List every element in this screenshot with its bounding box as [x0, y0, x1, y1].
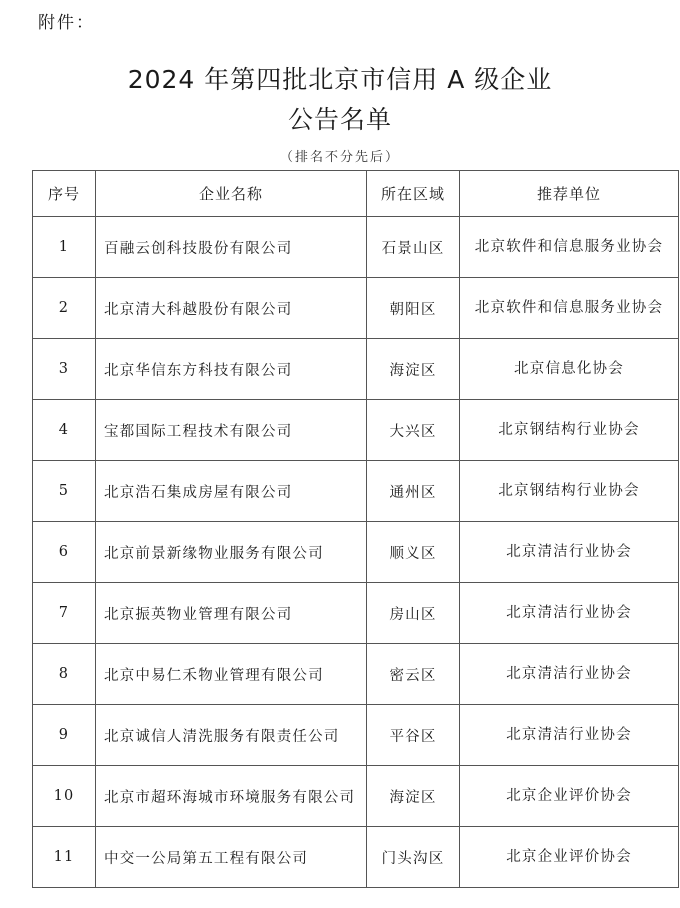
table-header-row [33, 171, 679, 217]
recommender: 北京清洁行业协会 [460, 644, 679, 705]
company-name: 北京市超环海城市环境服务有限公司 [96, 766, 367, 827]
row-number: 3 [33, 339, 96, 400]
document-title: 2024 年第四批北京市信用 A 级企业 [127, 65, 553, 94]
row-number: 6 [33, 522, 96, 583]
company-name: 北京浩石集成房屋有限公司 [96, 461, 367, 522]
document-subtitle: （排名不分先后） [279, 150, 400, 165]
row-number: 11 [33, 827, 96, 888]
column-header-district: 所在区域 [367, 171, 460, 217]
district: 海淀区 [367, 339, 460, 400]
row-number: 9 [33, 705, 96, 766]
recommender: 北京软件和信息服务业协会 [460, 278, 679, 339]
company-name: 北京前景新缘物业服务有限公司 [96, 522, 367, 583]
table-row [33, 217, 679, 278]
column-header-number: 序号 [33, 171, 96, 217]
row-number: 1 [33, 217, 96, 278]
table-row [33, 766, 679, 827]
district: 通州区 [367, 461, 460, 522]
district: 朝阳区 [367, 278, 460, 339]
recommender: 北京钢结构行业协会 [460, 400, 679, 461]
company-name: 宝都国际工程技术有限公司 [96, 400, 367, 461]
company-name: 北京振英物业管理有限公司 [96, 583, 367, 644]
table-row [33, 339, 679, 400]
table-row [33, 583, 679, 644]
table-row [33, 644, 679, 705]
recommender: 北京企业评价协会 [460, 827, 679, 888]
district: 石景山区 [367, 217, 460, 278]
company-name: 百融云创科技股份有限公司 [96, 217, 367, 278]
attachment-label: 附件： [38, 13, 95, 33]
row-number: 5 [33, 461, 96, 522]
recommender: 北京软件和信息服务业协会 [460, 217, 679, 278]
district: 海淀区 [367, 766, 460, 827]
column-header-company: 企业名称 [96, 171, 367, 217]
recommender: 北京信息化协会 [460, 339, 679, 400]
company-name: 北京诚信人清洗服务有限责任公司 [96, 705, 367, 766]
district: 密云区 [367, 644, 460, 705]
company-name: 北京清大科越股份有限公司 [96, 278, 367, 339]
district: 门头沟区 [367, 827, 460, 888]
recommender: 北京清洁行业协会 [460, 705, 679, 766]
recommender: 北京钢结构行业协会 [460, 461, 679, 522]
row-number: 10 [33, 766, 96, 827]
company-name: 北京华信东方科技有限公司 [96, 339, 367, 400]
table-row [33, 461, 679, 522]
row-number: 8 [33, 644, 96, 705]
district: 房山区 [367, 583, 460, 644]
company-name: 北京中易仁禾物业管理有限公司 [96, 644, 367, 705]
table-row [33, 278, 679, 339]
recommender: 北京清洁行业协会 [460, 583, 679, 644]
table-row [33, 522, 679, 583]
district: 平谷区 [367, 705, 460, 766]
row-number: 4 [33, 400, 96, 461]
row-number: 7 [33, 583, 96, 644]
district: 大兴区 [367, 400, 460, 461]
table-row [33, 400, 679, 461]
company-name: 中交一公局第五工程有限公司 [96, 827, 367, 888]
table-row [33, 705, 679, 766]
document-title-line2: 公告名单 [287, 105, 392, 134]
company-roster-table [32, 170, 679, 888]
row-number: 2 [33, 278, 96, 339]
recommender: 北京企业评价协会 [460, 766, 679, 827]
column-header-recommender: 推荐单位 [460, 171, 679, 217]
district: 顺义区 [367, 522, 460, 583]
recommender: 北京清洁行业协会 [460, 522, 679, 583]
table-row [33, 827, 679, 888]
